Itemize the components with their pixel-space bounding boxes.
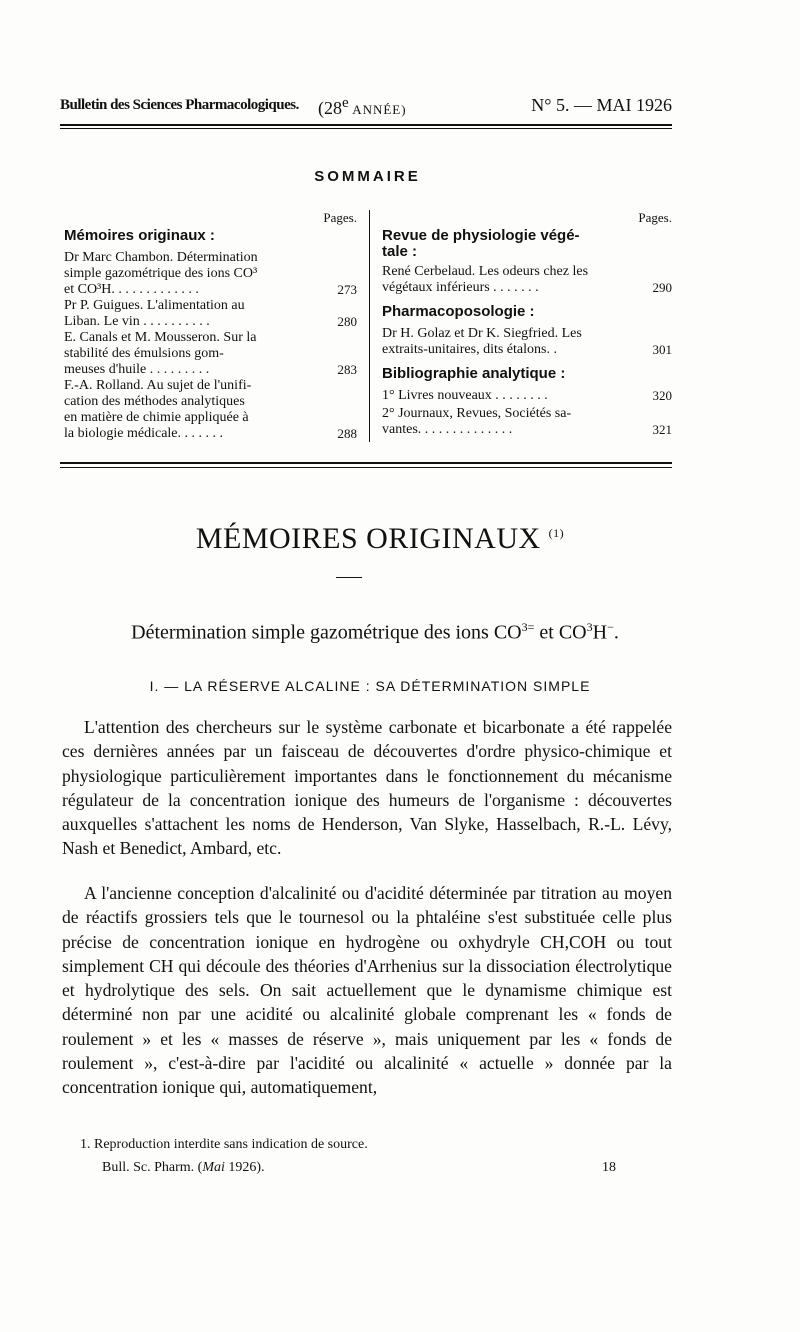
paragraph-1 bbox=[62, 715, 672, 861]
revue-heading: Revue de physiologie végé- bbox=[382, 227, 580, 244]
header-rule-thin bbox=[60, 128, 672, 129]
sommaire-divider bbox=[369, 210, 370, 442]
sommaire-rule-thin bbox=[60, 467, 672, 468]
toc-entry bbox=[64, 298, 357, 330]
header-rule-thick bbox=[60, 124, 672, 126]
toc-line: 1° Livres nouveaux . . . . . . . . bbox=[382, 388, 548, 403]
footnote: 1. Reproduction interdite sans indication de source. bbox=[80, 1137, 368, 1152]
subtitle-sup: 3 bbox=[586, 620, 593, 634]
article-subtitle bbox=[0, 620, 750, 645]
toc-line: la biologie médicale. . . . . . . bbox=[64, 426, 224, 441]
journal-year bbox=[318, 95, 407, 119]
pharma-heading: Pharmacoposologie : bbox=[382, 303, 535, 320]
toc-line: F.-A. Rolland. Au sujet de l'unifi- bbox=[64, 378, 252, 393]
footer-ref-b: 1926). bbox=[224, 1160, 265, 1175]
toc-line: et CO³H. . . . . . . . . . . . . bbox=[64, 282, 199, 297]
page-footer bbox=[102, 1160, 616, 1176]
toc-page: 301 bbox=[652, 342, 672, 357]
toc-line: végétaux inférieurs . . . . . . . bbox=[382, 280, 539, 295]
main-title-text: MÉMOIRES ORIGINAUX bbox=[195, 522, 541, 555]
toc-entry bbox=[382, 388, 672, 404]
subtitle-part: et CO bbox=[534, 621, 587, 644]
toc-entry bbox=[382, 406, 672, 438]
toc-entry bbox=[382, 326, 672, 358]
paragraph-2-text: A l'ancienne conception d'alcalinité ou d'acidité déterminée par titration au moyen de réactifs grossiers tels que le tournesol ou la phtaléine s'est substituée celle plus précise de concentration ionique en hydrogène ou oxhydryle CH,COH ou tout simplement CH qui découle des théories d'Arrhenius sur la dissociation électrolytique et hydrolytique des sels. On sait actuellement que le dynamisme chimique est déterminé non par une acidité ou alcalinité globale comprenant les « fonds de roulement » et les « masses de réserve », mais uniquement par les « fonds de roulement », c'est-à-dire par l'acidité ou alcalinité « actuelle » donnée par la concentration ionique qui, automatiquement, bbox=[62, 883, 672, 1098]
toc-page: 290 bbox=[652, 280, 672, 295]
page-number: 18 bbox=[602, 1160, 616, 1175]
toc-line: Dr Marc Chambon. Détermination bbox=[64, 250, 258, 265]
toc-page: 283 bbox=[337, 362, 357, 377]
toc-entry bbox=[64, 378, 357, 442]
pages-label-left: Pages. bbox=[323, 210, 357, 225]
memoires-heading: Mémoires originaux : bbox=[64, 227, 215, 244]
toc-line: cation des méthodes analytiques bbox=[64, 394, 245, 409]
toc-line: René Cerbelaud. Les odeurs chez les bbox=[382, 264, 589, 279]
toc-page: 280 bbox=[337, 314, 357, 329]
year-word: ANNÉE) bbox=[348, 102, 407, 117]
title-separator bbox=[336, 577, 362, 578]
toc-entry bbox=[64, 330, 357, 378]
subtitle-sup: − bbox=[607, 620, 614, 634]
sommaire-left-column bbox=[64, 210, 357, 450]
toc-line: Liban. Le vin . . . . . . . . . . bbox=[64, 314, 210, 329]
toc-line: meuses d'huile . . . . . . . . . bbox=[64, 362, 210, 377]
toc-line: stabilité des émulsions gom- bbox=[64, 346, 224, 361]
footer-ref-month: Mai bbox=[202, 1160, 225, 1175]
toc-line: vantes. . . . . . . . . . . . . . bbox=[382, 422, 513, 437]
toc-entry bbox=[64, 250, 357, 298]
toc-line: 2° Journaux, Revues, Sociétés sa- bbox=[382, 406, 572, 421]
running-header bbox=[60, 95, 672, 121]
issue-number: N° 5. — MAI 1926 bbox=[531, 95, 672, 115]
year-sup: e bbox=[342, 95, 349, 111]
main-title bbox=[0, 522, 760, 556]
toc-page: 321 bbox=[652, 422, 672, 437]
toc-line: en matière de chimie appliquée à bbox=[64, 410, 249, 425]
footer-ref-a: Bull. Sc. Pharm. ( bbox=[102, 1160, 203, 1175]
biblio-heading: Bibliographie analytique : bbox=[382, 365, 566, 382]
toc-line: E. Canals et M. Mousseron. Sur la bbox=[64, 330, 257, 345]
toc-line: Dr H. Golaz et Dr K. Siegfried. Les bbox=[382, 326, 582, 341]
toc-page: 273 bbox=[337, 282, 357, 297]
subtitle-part: H bbox=[592, 621, 608, 644]
toc-entry bbox=[382, 264, 672, 296]
toc-line: Pr P. Guigues. L'alimentation au bbox=[64, 298, 245, 313]
year-prefix: (28 bbox=[318, 98, 342, 118]
paragraph-2 bbox=[62, 881, 672, 1100]
section-heading: I. — LA RÉSERVE ALCALINE : SA DÉTERMINATION SIMPLE bbox=[149, 678, 591, 694]
journal-title: Bulletin des Sciences Pharmacologiques. bbox=[60, 97, 299, 113]
pages-label-right: Pages. bbox=[638, 210, 672, 225]
paragraph-1-text: L'attention des chercheurs sur le système carbonate et bicarbonate a été rappelée ces dernières années par un faisceau de découvertes d'ordre physico-chimique et physiologique particulièrement importantes dans le fonctionnement du mécanisme régulateur de la concentration ionique des humeurs de l'organisme : découvertes auxquelles s'attachent les noms de Henderson, Van Slyke, Hasselbach, R.-L. Lévy, Nash et Benedict, Ambard, etc. bbox=[62, 717, 672, 859]
toc-page: 288 bbox=[337, 426, 357, 441]
subtitle-part: Détermination simple gazométrique des ions CO bbox=[131, 621, 522, 644]
sommaire-right-column bbox=[382, 210, 672, 450]
sommaire-rule-thick bbox=[60, 462, 672, 464]
subtitle-sup: 3= bbox=[521, 620, 535, 634]
toc-line: extraits-unitaires, dits étalons. . bbox=[382, 342, 557, 357]
sommaire-title: SOMMAIRE bbox=[314, 168, 421, 185]
subtitle-part: . bbox=[613, 621, 619, 644]
main-title-note: (1) bbox=[548, 526, 565, 540]
revue-heading-cont: tale : bbox=[382, 243, 418, 260]
toc-page: 320 bbox=[652, 388, 672, 403]
toc-line: simple gazométrique des ions CO³ bbox=[64, 266, 258, 281]
